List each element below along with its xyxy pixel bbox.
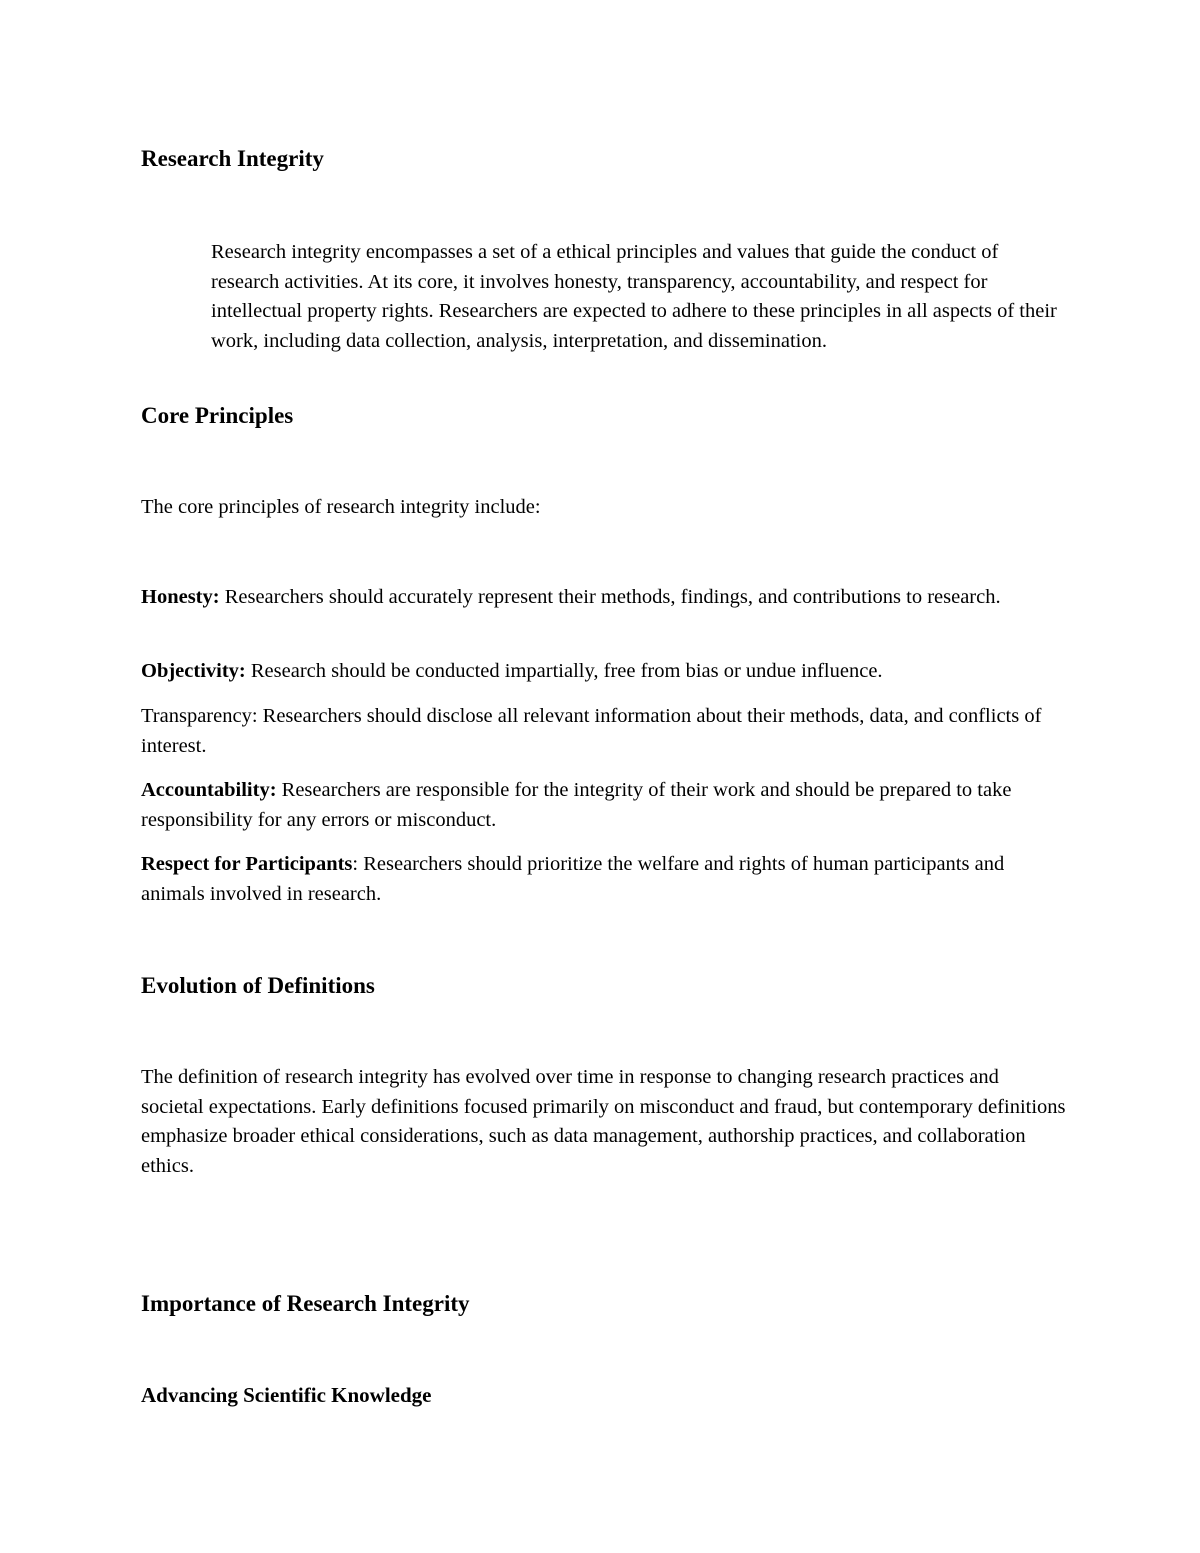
principle-term: Respect for Participants xyxy=(141,853,353,875)
principle-text: Transparency: Researchers should disclose all relevant information about their methods, data, and conflicts of interest. xyxy=(141,705,1042,757)
principle-item-objectivity xyxy=(141,657,1061,687)
principle-item-transparency xyxy=(141,702,1061,761)
principle-item-respect-for-participants xyxy=(141,850,1061,909)
core-principles-lead: The core principles of research integrity include: xyxy=(141,496,541,518)
section-heading-evolution-of-definitions: Evolution of Definitions xyxy=(141,973,375,998)
principle-item-honesty xyxy=(141,583,1061,613)
principle-text: Research should be conducted impartially, free from bias or undue influence. xyxy=(245,660,883,682)
subheading-advancing-scientific-knowledge: Advancing Scientific Knowledge xyxy=(141,1383,432,1407)
evolution-paragraph: The definition of research integrity has evolved over time in response to changing research practices and societal expectations. Early definitions focused primarily on misconduct and fraud, but contemporary definitions emphasize broader ethical considerations, such as data management, authorship practices, and collaboration ethics. xyxy=(141,1066,1066,1177)
principle-text: : Researchers should prioritize the welfare and rights of human participants and animals involved in research. xyxy=(141,853,1005,905)
principle-item-accountability xyxy=(141,776,1061,835)
principle-text: Researchers are responsible for the integrity of their work and should be prepared to take responsibility for any errors or misconduct. xyxy=(141,779,1012,831)
section-heading-core-principles: Core Principles xyxy=(141,403,294,428)
intro-paragraph: Research integrity encompasses a set of a ethical principles and values that guide the conduct of research activities. At its core, it involves honesty, transparency, accountability, and respect for intellectual property rights. Researchers are expected to adhere to these principles in all aspects of their work, including data collection, analysis, interpretation, and dissemination. xyxy=(211,241,1057,352)
section-heading-research-integrity: Research Integrity xyxy=(141,146,324,171)
principle-term: Accountability: xyxy=(141,779,277,801)
principle-term: Honesty: xyxy=(141,586,220,608)
section-heading-importance: Importance of Research Integrity xyxy=(141,1291,470,1316)
principle-term: Objectivity: xyxy=(141,660,246,682)
principle-text: Researchers should accurately represent their methods, findings, and contributions to research. xyxy=(219,586,1001,608)
